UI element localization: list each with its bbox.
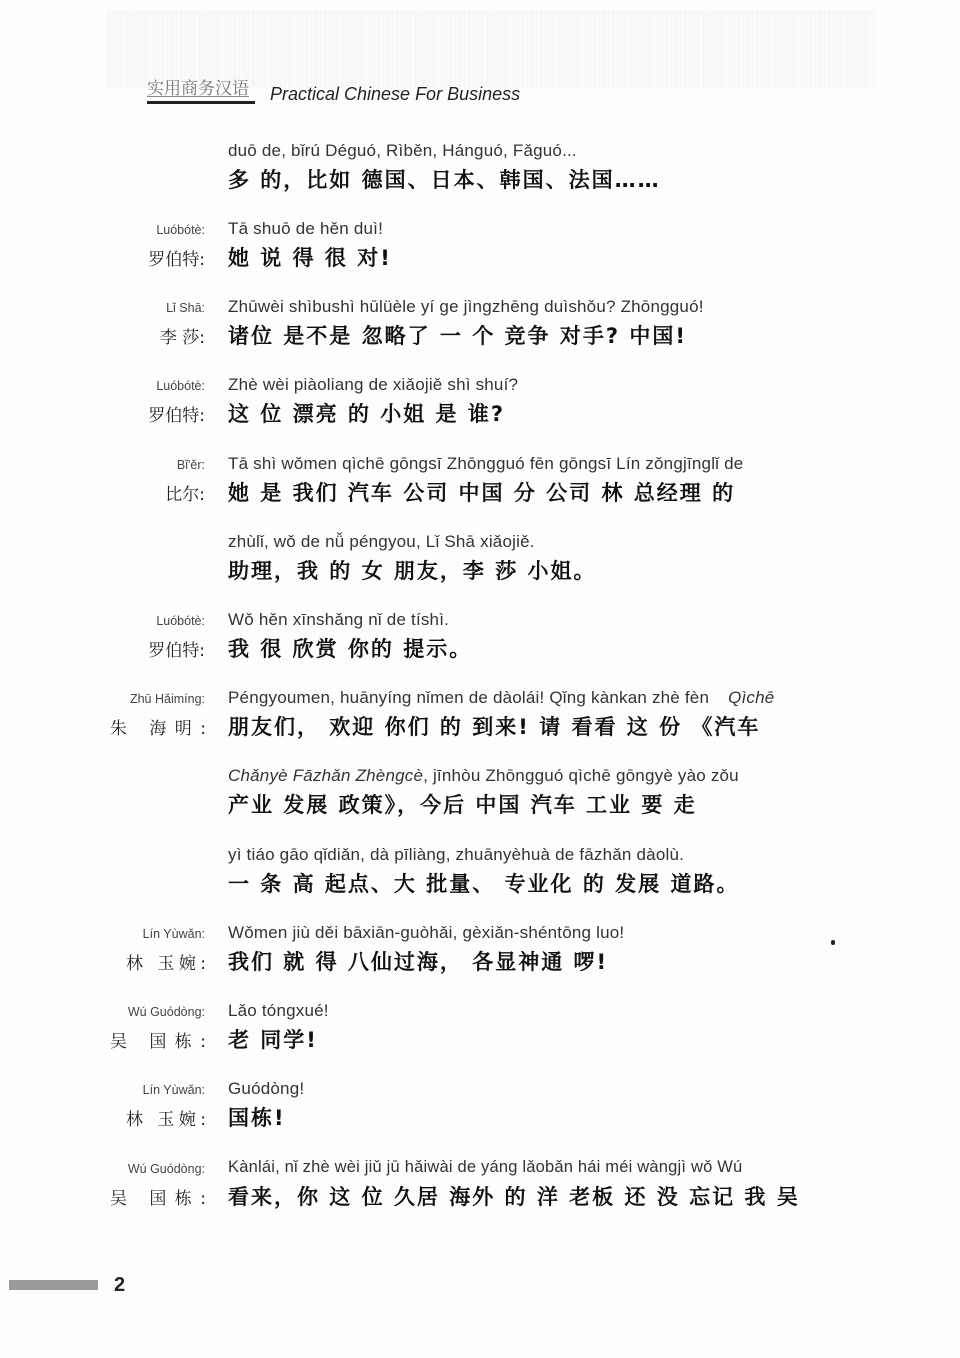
speaker-pinyin: Luóbótè:: [156, 614, 205, 628]
speaker-hanzi: 比尔:: [165, 485, 205, 505]
hanzi-line: 产业 发展 政策》，今后 中国 汽车 工业 要 走: [228, 793, 697, 817]
pinyin-line: Zhūwèi shìbushì hūlüèle yí ge jìngzhēng duìshǒu? Zhōngguó!: [228, 297, 704, 316]
pinyin-line: Lǎo tóngxué!: [228, 1001, 329, 1020]
hanzi-line: 助理，我 的 女 朋友，李 莎 小姐。: [228, 559, 597, 583]
speaker-pinyin: Wú Guódòng:: [127, 1005, 205, 1019]
pinyin-line: Wǒmen jiù děi bāxiān-guòhǎi, gèxiǎn-shéntōng luo!: [228, 923, 625, 942]
speaker-pinyin: Bǐ'ěr:: [176, 458, 205, 472]
speaker-pinyin: Wú Guódòng:: [127, 1162, 205, 1176]
header-underline-bar: [147, 101, 255, 104]
speaker-hanzi: 罗伯特:: [148, 641, 205, 661]
speaker-hanzi: 林 玉婉:: [126, 1110, 206, 1130]
speaker-hanzi: 吴 国栋:: [110, 1032, 206, 1052]
speaker-hanzi: 吴 国栋:: [110, 1189, 206, 1209]
hanzi-line: 老 同学!: [228, 1028, 318, 1052]
hanzi-line: 她 是 我们 汽车 公司 中国 分 公司 林 总经理 的: [228, 481, 736, 505]
pinyin-line: duō de, bǐrú Déguó, Rìběn, Hánguó, Fǎguó...: [228, 141, 577, 160]
pinyin-text: Péngyoumen, huānyíng nǐmen de dàolái! Qǐng kànkan zhè fèn: [228, 688, 710, 707]
footer-bar: [9, 1280, 98, 1290]
pinyin-line: Tā shuō de hěn duì!: [228, 219, 384, 238]
pinyin-line: yì tiáo gāo qǐdiǎn, dà pīliàng, zhuānyèhuà de fāzhǎn dàolù.: [228, 845, 685, 864]
hanzi-line: 多 的，比如 德国、日本、韩国、法国……: [228, 168, 661, 192]
hanzi-line: 国栋!: [228, 1106, 286, 1130]
speaker-hanzi: 罗伯特:: [148, 406, 205, 426]
page-number: 2: [114, 1274, 126, 1296]
hanzi-line: 诸位 是不是 忽略了 一 个 竞争 对手? 中国!: [228, 324, 687, 348]
book-title-chinese: 实用商务汉语: [147, 79, 249, 99]
hanzi-line: 朋友们， 欢迎 你们 的 到来! 请 看看 这 份 《汽车: [228, 715, 761, 739]
speaker-pinyin: Luóbótè:: [156, 223, 205, 237]
speaker-pinyin: Lín Yùwǎn:: [142, 1083, 205, 1097]
pinyin-line: Tā shì wǒmen qìchē gōngsī Zhōngguó fēn gōngsī Lín zǒngjīnglǐ de: [228, 454, 744, 473]
speaker-hanzi: 林 玉婉:: [126, 954, 206, 974]
speaker-pinyin: Lǐ Shā:: [166, 301, 205, 315]
pinyin-line: [228, 688, 774, 708]
hanzi-line: 我们 就 得 八仙过海， 各显神通 啰!: [228, 950, 609, 974]
pinyin-title-italic: Qìchē: [728, 688, 775, 707]
pinyin-text: , jīnhòu Zhōngguó qìchē gōngyè yào zǒu: [423, 766, 739, 785]
pinyin-line: [228, 766, 739, 786]
hanzi-line: 这 位 漂亮 的 小姐 是 谁?: [228, 402, 506, 426]
pinyin-line: zhùlǐ, wǒ de nǚ péngyou, Lǐ Shā xiǎojiě.: [228, 532, 535, 551]
pinyin-line: Kànlái, nǐ zhè wèi jiǔ jū hǎiwài de yáng lǎobǎn hái méi wàngjì wǒ Wú: [228, 1158, 743, 1176]
hanzi-line: 她 说 得 很 对!: [228, 246, 392, 270]
hanzi-line: 看来，你 这 位 久居 海外 的 洋 老板 还 没 忘记 我 吴: [228, 1185, 800, 1209]
speaker-pinyin: Luóbótè:: [156, 379, 205, 393]
speaker-hanzi: 罗伯特:: [148, 250, 205, 270]
hanzi-line: 一 条 高 起点、大 批量、 专业化 的 发展 道路。: [228, 872, 740, 896]
pinyin-line: Zhè wèi piàoliang de xiǎojiě shì shuí?: [228, 375, 519, 394]
pinyin-line: Wǒ hěn xīnshǎng nǐ de tíshì.: [228, 610, 450, 629]
speaker-pinyin: Lín Yùwǎn:: [142, 927, 205, 941]
speaker-pinyin: Zhū Hǎimíng:: [129, 692, 205, 706]
pinyin-title-italic: Chǎnyè Fāzhǎn Zhèngcè: [228, 766, 424, 785]
hanzi-line: 我 很 欣赏 你的 提示。: [228, 637, 473, 661]
book-title-english: Practical Chinese For Business: [270, 84, 521, 104]
speaker-hanzi: 朱 海明:: [110, 719, 206, 739]
speaker-hanzi: 李 莎:: [159, 328, 205, 348]
ink-speck: [831, 940, 835, 945]
pinyin-line: Guódòng!: [228, 1079, 305, 1098]
